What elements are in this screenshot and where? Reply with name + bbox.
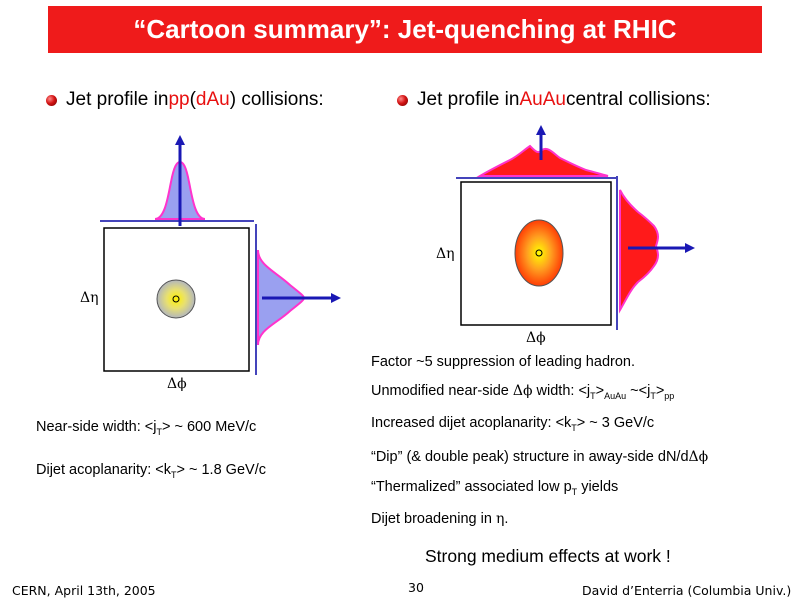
acoplanarity-pre: Dijet acoplanarity: <k bbox=[36, 462, 171, 478]
thermalized-sub: T bbox=[571, 486, 578, 497]
auau-eta-profile bbox=[480, 146, 608, 176]
footer-left: CERN, April 13th, 2005 bbox=[12, 583, 156, 598]
auau-eta-label: Δη bbox=[436, 246, 455, 262]
pp-eta-label: Δη bbox=[80, 290, 99, 306]
unmodified-mid3: ~<j bbox=[626, 383, 651, 399]
unmodified-mid4: > bbox=[655, 383, 665, 399]
right-heading-auau: AuAu bbox=[519, 89, 566, 110]
dijet-broadening-note bbox=[371, 511, 508, 527]
unmodified-mid: width: <j bbox=[532, 383, 591, 399]
increased-acoplanarity-note bbox=[371, 415, 654, 431]
broadening-pre: Dijet broadening in bbox=[371, 511, 496, 527]
increased-sub: T bbox=[571, 422, 577, 433]
left-heading-pp: pp bbox=[168, 89, 190, 110]
dip-phi: Δϕ bbox=[688, 449, 709, 465]
increased-pre: Increased dijet acoplanarity: <k bbox=[371, 415, 572, 431]
auau-phi-label: Δϕ bbox=[526, 330, 546, 346]
left-heading-pre: Jet profile in bbox=[66, 89, 169, 110]
acoplanarity-post: > ~ 1.8 GeV/c bbox=[176, 462, 266, 478]
conclusion-text: Strong medium effects at work ! bbox=[425, 546, 671, 566]
acoplanarity-sub: T bbox=[171, 469, 177, 480]
unmodified-sub3: T bbox=[650, 390, 656, 401]
unmodified-mid2: > bbox=[595, 383, 605, 399]
near-side-width-note bbox=[36, 419, 256, 435]
footer-right: David d’Enterria (Columbia Univ.) bbox=[582, 583, 792, 598]
dijet-acoplanarity-note bbox=[36, 462, 266, 478]
factor-suppression-note: Factor ~5 suppression of leading hadron. bbox=[371, 354, 635, 370]
thermalized-note bbox=[371, 479, 618, 495]
left-heading-mid: ( bbox=[189, 89, 196, 110]
unmodified-phi: Δϕ bbox=[512, 383, 533, 399]
pp-plot bbox=[100, 140, 336, 375]
page-number: 30 bbox=[408, 580, 424, 595]
thermalized-post: yields bbox=[577, 479, 619, 495]
auau-jet-blob bbox=[515, 220, 563, 286]
unmodified-sub4: pp bbox=[664, 390, 675, 401]
unmodified-sub1: T bbox=[590, 390, 596, 401]
unmodified-width-note bbox=[371, 383, 674, 399]
left-heading-dau: dAu bbox=[195, 89, 230, 110]
auau-plot bbox=[456, 130, 690, 330]
slide-title: “Cartoon summary”: Jet-quenching at RHIC bbox=[133, 14, 677, 44]
pp-jet-blob bbox=[157, 280, 195, 318]
broadening-post: . bbox=[504, 511, 509, 527]
near-side-sub: T bbox=[156, 426, 162, 437]
dip-pre: “Dip” (& double peak) structure in away-side dN/d bbox=[371, 449, 689, 465]
right-heading-pre: Jet profile in bbox=[417, 89, 520, 110]
near-side-pre: Near-side width: <j bbox=[36, 419, 157, 435]
broadening-eta: η bbox=[495, 511, 505, 527]
increased-post: > ~ 3 GeV/c bbox=[576, 415, 655, 431]
pp-phi-label: Δϕ bbox=[167, 376, 187, 392]
thermalized-pre: “Thermalized” associated low p bbox=[371, 479, 572, 495]
dip-structure-note bbox=[371, 449, 708, 465]
unmodified-pre: Unmodified near-side bbox=[371, 383, 513, 399]
auau-phi-profile bbox=[620, 190, 658, 310]
left-heading-post: ) collisions: bbox=[229, 89, 324, 110]
unmodified-sub2: AuAu bbox=[604, 390, 627, 401]
near-side-post: > ~ 600 MeV/c bbox=[161, 419, 257, 435]
right-heading-post: central collisions: bbox=[565, 89, 711, 110]
